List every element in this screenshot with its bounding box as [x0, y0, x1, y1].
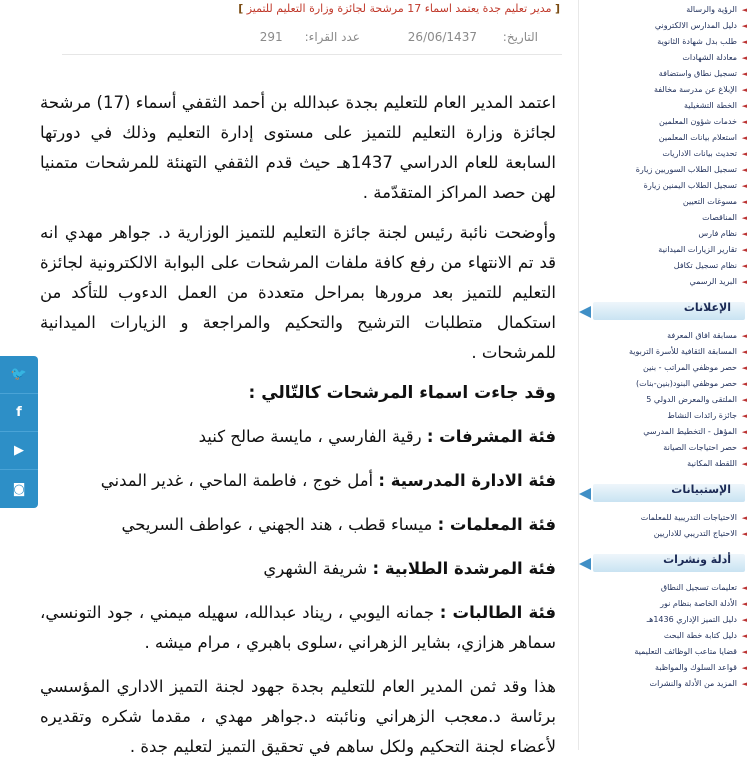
- ads-heading: الإعلانات: [579, 300, 745, 322]
- sidebar-link[interactable]: ◄ تقارير الزيارات الميدانية: [579, 242, 750, 258]
- sidebar-link[interactable]: ◄ دليل كتابة خطة البحث: [579, 628, 750, 644]
- bullet-icon: ◄: [741, 396, 747, 404]
- bullet-icon: ◄: [741, 198, 747, 206]
- guides-list: [579, 580, 750, 692]
- bullet-icon: ◄: [741, 6, 747, 14]
- category-teachers: [40, 510, 556, 540]
- sidebar-link[interactable]: ◄ دليل المدارس الالكتروني: [579, 18, 750, 34]
- bullet-icon: ◄: [741, 412, 747, 420]
- bullet-icon: ◄: [741, 648, 747, 656]
- sidebar-link[interactable]: ◄ الملتقى والمعرض الدولي 5: [579, 392, 750, 408]
- sidebar-link[interactable]: ◄ المناقصات: [579, 210, 750, 226]
- sidebar-link[interactable]: ◄ معادلة الشهادات: [579, 50, 750, 66]
- sidebar-link[interactable]: ◄ حصر موظفي المراتب - بنين: [579, 360, 750, 376]
- sidebar-link[interactable]: ◄ الاحتياجات التدريبية للمعلمات: [579, 510, 750, 526]
- sidebar-link[interactable]: ◄ حصر احتياجات الصيانة: [579, 440, 750, 456]
- category-label: فئة الطالبات :: [439, 603, 556, 622]
- sidebar-link[interactable]: ◄ الإبلاغ عن مدرسة مخالفة: [579, 82, 750, 98]
- sidebar-link[interactable]: ◄ طلب بدل شهادة الثانوية: [579, 34, 750, 50]
- bullet-icon: ◄: [741, 680, 747, 688]
- bullet-icon: ◄: [741, 278, 747, 286]
- bullet-icon: ◄: [741, 54, 747, 62]
- bullet-icon: ◄: [741, 182, 747, 190]
- category-names: رقية الفارسي ، مايسة صالح كنيد: [198, 427, 422, 446]
- sidebar-link[interactable]: ◄ الأدلة الخاصة بنظام نور: [579, 596, 750, 612]
- sidebar-link[interactable]: ◄ الرؤية والرسالة: [579, 2, 750, 18]
- bullet-icon: ◄: [741, 380, 747, 388]
- article-column: [30, 0, 570, 756]
- article-date: التاريخ: 26/06/1437: [407, 30, 538, 44]
- bullet-icon: ◄: [741, 38, 747, 46]
- article-paragraph: هذا وقد ثمن المدير العام للتعليم بجدة جهود لجنة التميز الاداري المؤسسي برئاسة د.معجب الزهراني ونائبته د.جواهر مهدي ، مقدما شكره وتقديره لأعضاء لجنة التحكيم ولكل ساهم في تحقيق التميز لتعليم جدة .: [40, 677, 556, 756]
- bullet-icon: ◄: [741, 150, 747, 158]
- sidebar-link[interactable]: ◄ اللقطة المكانية: [579, 456, 750, 472]
- article-body: [40, 88, 556, 772]
- article-meta: [216, 30, 538, 44]
- sidebar-link[interactable]: ◄ استعلام بيانات المعلمين: [579, 130, 750, 146]
- category-names: ميساء قطب ، هند الجهني ، عواطف السريحي: [121, 515, 433, 534]
- article-title[interactable]: مدير تعليم جدة يعتمد اسماء 17 مرشحة لجائزة وزارة التعليم للتميز: [246, 2, 552, 15]
- bullet-icon: ◄: [741, 332, 747, 340]
- sidebar-link[interactable]: ◄ خدمات شؤون المعلمين: [579, 114, 750, 130]
- bullet-icon: ◄: [741, 632, 747, 640]
- divider: [62, 54, 562, 55]
- bullet-icon: ◄: [741, 102, 747, 110]
- sidebar-link[interactable]: ◄ نظام فارس: [579, 226, 750, 242]
- sidebar-link[interactable]: ◄ المؤهل - التخطيط المدرسي: [579, 424, 750, 440]
- social-share-bar: [0, 356, 38, 508]
- bullet-icon: ◄: [741, 134, 747, 142]
- sidebar-link[interactable]: ◄ الاحتياج التدريبي للاداريين: [579, 526, 750, 542]
- sidebar-link[interactable]: ◄ نظام تسجيل تكافل: [579, 258, 750, 274]
- bullet-icon: ◄: [741, 514, 747, 522]
- article-read-count: عدد القراء:291: [259, 30, 360, 44]
- sidebar-link[interactable]: ◄ مسابقة افاق المعرفة: [579, 328, 750, 344]
- bullet-icon: ◄: [741, 246, 747, 254]
- article-title-bar: [ مدير تعليم جدة يعتمد اسماء 17 مرشحة لجائزة وزارة التعليم للتميز ]: [238, 2, 560, 15]
- sidebar-link[interactable]: ◄ المزيد من الأدلة والنشرات: [579, 676, 750, 692]
- ads-list: [579, 328, 750, 472]
- sidebar-links: [579, 2, 750, 290]
- bullet-icon: ◄: [741, 460, 747, 468]
- category-counselor: [40, 554, 556, 584]
- sidebar-link[interactable]: ◄ البريد الرسمي: [579, 274, 750, 290]
- sidebar-link[interactable]: ◄ دليل التميز الإداري 1436هـ: [579, 612, 750, 628]
- category-label: فئة المشرفات :: [426, 427, 556, 446]
- sidebar-link[interactable]: ◄ تسجيل الطلاب اليمنين زيارة: [579, 178, 750, 194]
- facebook-icon[interactable]: f: [0, 394, 38, 432]
- article-paragraph: اعتمد المدير العام للتعليم بجدة عبدالله بن أحمد الثقفي أسماء (17) مرشحة لجائزة وزارة التعليم للتميز على مستوى إدارة التعليم وذلك في دورتها السابعة للعام الدراسي 1437هـ حيث قدم الثقفي التهنئة للمرشحات متمنيا لهن حصد المراكز المتقدّمة .: [40, 93, 556, 202]
- sidebar-link[interactable]: ◄ تسجيل الطلاب السوريين زيارة: [579, 162, 750, 178]
- sidebar-link[interactable]: ◄ الخطة التشغيلية: [579, 98, 750, 114]
- category-names: جمانه اليوبي ، ريناد عبدالله، سهيله ميمني ، جود التونسي، سماهر هزازي، بشاير الزهراني ،سلوى باهبري ، مرام ميشه .: [40, 603, 556, 652]
- category-supervisors: [40, 422, 556, 452]
- bullet-icon: ◄: [741, 616, 747, 624]
- twitter-icon[interactable]: 🐦: [0, 356, 38, 394]
- bullet-icon: ◄: [741, 70, 747, 78]
- category-school-admin: [40, 466, 556, 496]
- guides-heading: أدلة ونشرات: [579, 552, 745, 574]
- bullet-icon: ◄: [741, 262, 747, 270]
- sidebar-link[interactable]: ◄ جائزة رائدات النشاط: [579, 408, 750, 424]
- category-names: أمل خوج ، فاطمة الماحي ، غدير المدني: [100, 471, 374, 490]
- sidebar-link[interactable]: ◄ تحديث بيانات الاداريات: [579, 146, 750, 162]
- sidebar: [578, 0, 750, 750]
- category-label: فئة المعلمات :: [437, 515, 556, 534]
- bullet-icon: ◄: [741, 214, 747, 222]
- surveys-list: [579, 510, 750, 542]
- sidebar-link[interactable]: ◄ تسجيل نطاق واستضافة: [579, 66, 750, 82]
- category-students: [40, 598, 556, 658]
- sidebar-link[interactable]: ◄ تعليمات تسجيل النطاق: [579, 580, 750, 596]
- bullet-icon: ◄: [741, 230, 747, 238]
- bullet-icon: ◄: [741, 364, 747, 372]
- sidebar-link[interactable]: ◄ قواعد السلوك والمواظبة: [579, 660, 750, 676]
- sidebar-link[interactable]: ◄ قضايا متاعب الوظائف التعليمية: [579, 644, 750, 660]
- category-names: شريفة الشهري: [263, 559, 368, 578]
- bullet-icon: ◄: [741, 428, 747, 436]
- category-label: فئة المرشدة الطلابية :: [372, 559, 556, 578]
- names-heading: وقد جاءت اسماء المرشحات كالتّالي :: [248, 383, 556, 403]
- surveys-heading: الإستبيانات: [579, 482, 745, 504]
- sidebar-link[interactable]: ◄ المسابقة الثقافية للأسرة التربوية: [579, 344, 750, 360]
- bullet-icon: ◄: [741, 600, 747, 608]
- category-label: فئة الادارة المدرسية :: [378, 471, 556, 490]
- instagram-icon[interactable]: ◙: [12, 481, 26, 497]
- bullet-icon: ◄: [741, 86, 747, 94]
- bullet-icon: ◄: [741, 530, 747, 538]
- youtube-icon[interactable]: ▶: [0, 432, 38, 470]
- bullet-icon: ◄: [741, 584, 747, 592]
- sidebar-link[interactable]: ◄ حصر موظفي البنود(بنين-بنات): [579, 376, 750, 392]
- bullet-icon: ◄: [741, 444, 747, 452]
- article-paragraph: وأوضحت نائبة رئيس لجنة جائزة التعليم للتميز الوزارية د. جواهر مهدي انه قد تم الانتهاء من رفع كافة ملفات المرشحات على البوابة الالكترونية لجائزة التعليم للتميز بعد مرورها بمراحل متعددة من العمل الدءوب للتأكد من استكمال متطلبات الترشيح والتحكيم والمراجعة و الزيارات الميدانية للمرشحات .: [40, 223, 556, 362]
- bullet-icon: ◄: [741, 22, 747, 30]
- bullet-icon: ◄: [741, 166, 747, 174]
- bullet-icon: ◄: [741, 118, 747, 126]
- sidebar-link[interactable]: ◄ مسوغات التعيين: [579, 194, 750, 210]
- bullet-icon: ◄: [741, 348, 747, 356]
- bullet-icon: ◄: [741, 664, 747, 672]
